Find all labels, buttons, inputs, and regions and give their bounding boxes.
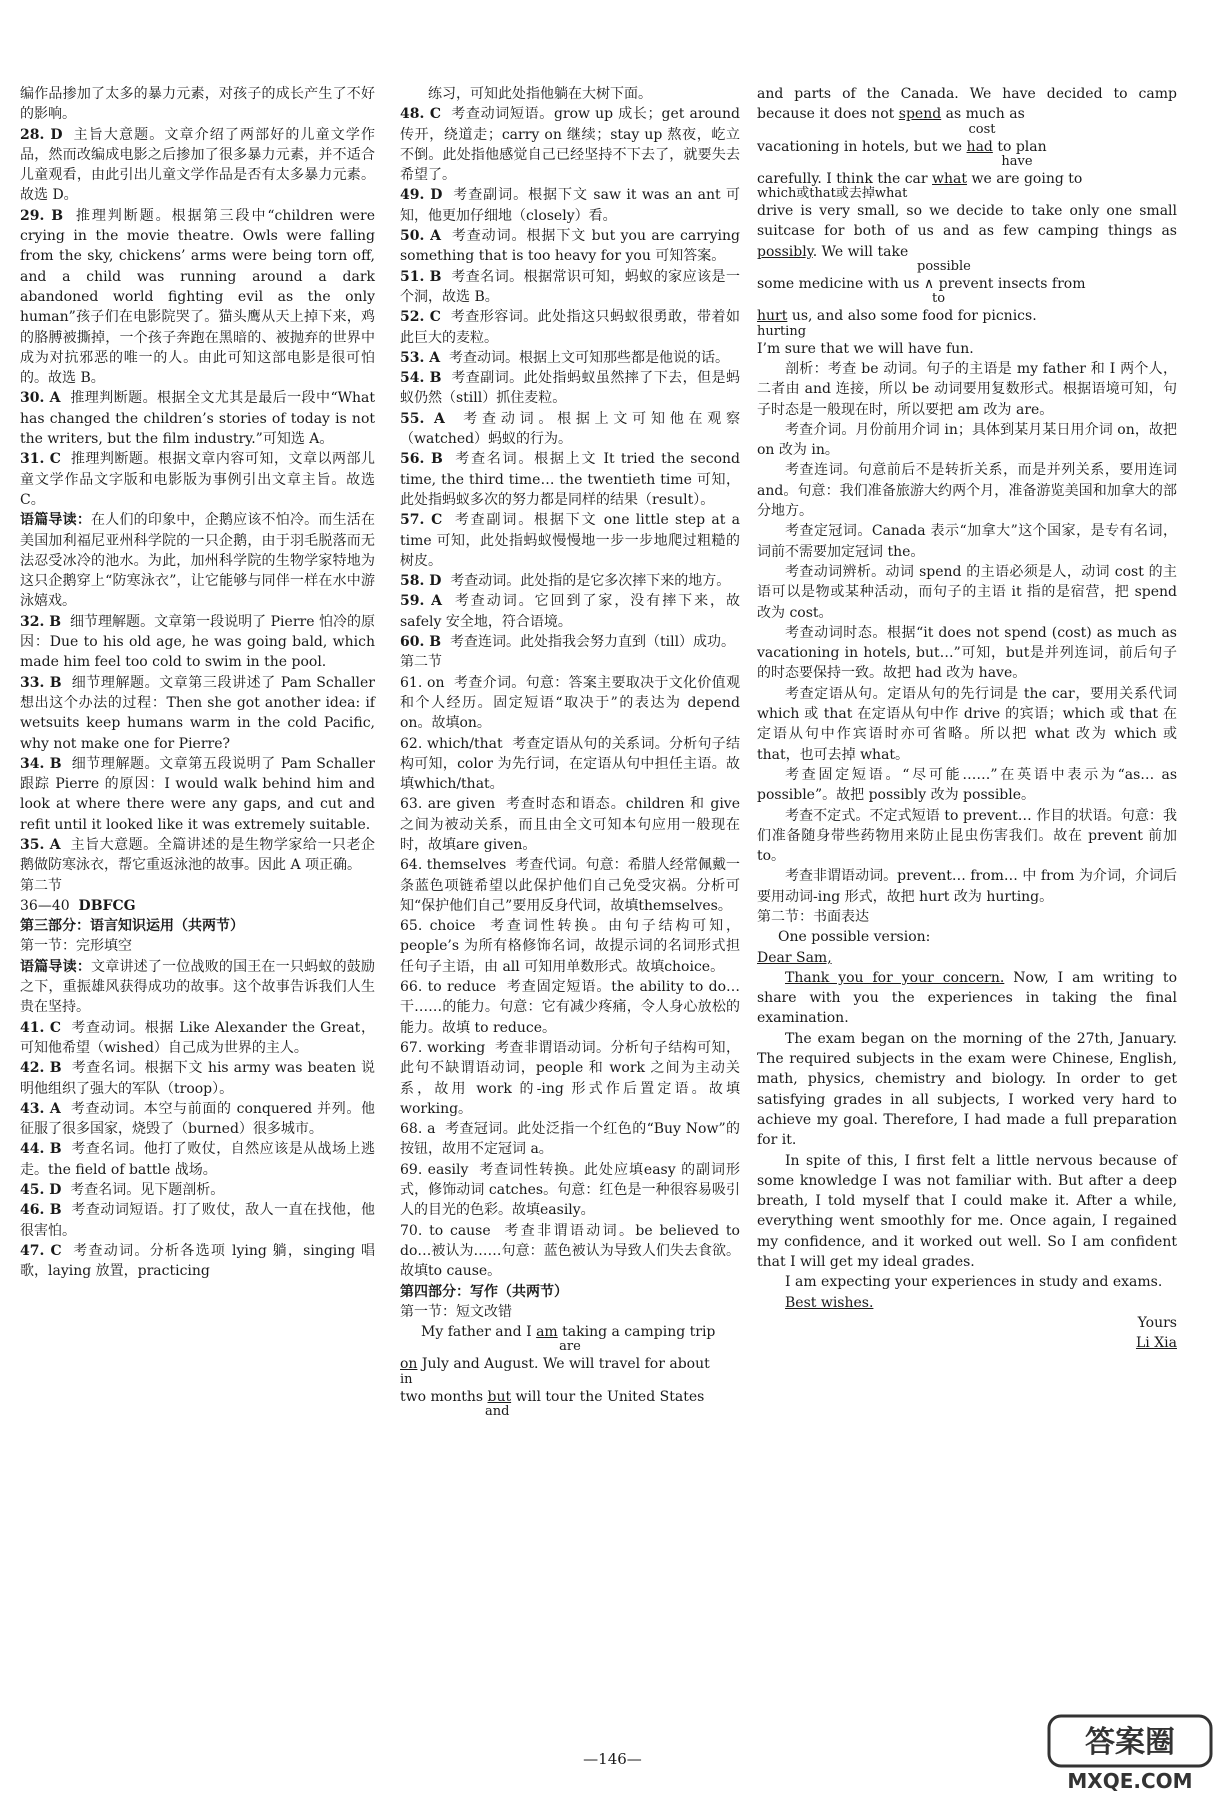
answer-52: 52. C 考查形容词。此处指这只蚂蚁很勇敢，带着如此巨大的麦粒。 bbox=[400, 309, 741, 346]
letter-paragraph: In spite of this, I first felt a little nervous because of some knowledge I was not familiar with. But after a deep breath, I told myself that I could make it. After a while, everything went smoothly for me. Once again, I regained my confidence, and it worked out well. So I am confident that I will get my ideal grades. bbox=[757, 1152, 1177, 1271]
answer-66: 66. to reduce 考查固定短语。the ability to do…干……的能力。句意：它有减少疼痛，令人身心放松的能力。故填 to reduce。 bbox=[400, 979, 741, 1036]
proof-line: My father and I am taking a camping trip bbox=[421, 1324, 716, 1341]
answer-54: 54. B 考查副词。此处指蚂蚁虽然摔了下去，但是蚂蚁仍然（still）抓住麦粒。 bbox=[400, 370, 740, 407]
section-heading: 第一节：完形填空 bbox=[20, 938, 132, 955]
answer-50: 50. A 考查动词。根据下文 but you are carrying something that is too heavy for you 可知答案。 bbox=[400, 228, 740, 265]
answer-51: 51. B 考查名词。根据常识可知，蚂蚁的家应该是一个洞，故选 B。 bbox=[400, 268, 740, 305]
answer-list-48-60 bbox=[400, 104, 740, 652]
proof-line: hurt us, and also some food for picnics. bbox=[757, 308, 1037, 325]
proof-line: and parts of the Canada. We have decided to camp because it does not spend as much as bbox=[757, 86, 1177, 123]
section-heading: 第二节 bbox=[400, 654, 442, 671]
correction: possible bbox=[917, 259, 971, 275]
answer-33: 33. B 细节理解题。文章第三段讲述了 Pam Schaller 想出这个办法的过程：Then she got another idea: if wetsuits keep humans warm in the cold Pacific, why not make one for Pierre? bbox=[20, 674, 375, 752]
answer-69: 69. easily 考查词性转换。此处应填easy 的副词形式，修饰动词 catches。句意：红色是一种很容易吸引人的目光的色彩。故填easily。 bbox=[400, 1161, 740, 1219]
section-heading: 第二节：书面表达 bbox=[757, 908, 869, 925]
answer-64: 64. themselves 考查代词。句意：希腊人经常佩戴一条蓝色项链希望以此保护他们自己免受灾祸。分析可知“保护他们自己”要用反身代词，故填themselves。 bbox=[400, 857, 740, 914]
proof-line: two months but will tour the United States bbox=[400, 1388, 705, 1405]
answer-48: 48. C 考查动词短语。grow up 成长；get around 传开，绕道走；carry on 继续；stay up 熬夜，屹立不倒。此处指他感觉自己已经坚持不下去了，就要失去希望了。 bbox=[400, 106, 740, 184]
continued-text: 编作品掺加了太多的暴力元素，对孩子的成长产生了不好的影响。 bbox=[20, 86, 375, 123]
answer-63: 63. are given 考查时态和语态。children 和 give 之间为被动关系，而且由全文可知本句应用一般现在时，故填are given。 bbox=[400, 796, 740, 853]
part-heading: 第四部分：写作（共两节） bbox=[400, 1283, 568, 1300]
answer-49: 49. D 考查副词。根据下文 saw it was an ant 可知，他更加仔细地（closely）看。 bbox=[400, 187, 741, 224]
answer-67: 67. working 考查非谓语动词。分析句子结构可知，此句不缺谓语动词，people 和 work 之间为主动关系，故用 work 的-ing 形式作后置定语。故填working。 bbox=[400, 1039, 740, 1117]
answer-68: 68. a 考查冠词。此处泛指一个红色的“Buy Now”的按钮，故用不定冠词 a。 bbox=[400, 1121, 741, 1158]
proof-line: on July and August. We will travel for about bbox=[400, 1356, 710, 1373]
analysis-item: 考查非谓语动词。prevent… from… 中 from 为介词，介词后要用动词-ing 形式，故把 hurt 改为 hurting。 bbox=[757, 868, 1177, 905]
answer-list-61-70 bbox=[400, 673, 740, 1282]
answer-55: 55. A 考查动词。根据上文可知他在观察（watched）蚂蚁的行为。 bbox=[400, 410, 741, 448]
answer-59: 59. A 考查动词。它回到了家，没有摔下来，故 safely 安全地，符合语境。 bbox=[400, 593, 741, 630]
correction: in bbox=[400, 1371, 413, 1387]
proof-line: drive is very small, so we decide to take only one small suitcase for both of us and as few camping things as possibly. We will take bbox=[757, 203, 1177, 260]
analysis-item: 考查定冠词。Canada 表示“加拿大”这个国家，是专有名词，词前不需要加定冠词 the。 bbox=[757, 523, 1177, 560]
proofreading-passage-cont bbox=[757, 84, 1177, 359]
continued-text: 练习，可知此处指他躺在大树下面。 bbox=[428, 86, 652, 102]
answer-47: 47. C 考查动词。分析各选项 lying 躺，singing 唱歌，laying 放置，practicing bbox=[20, 1242, 376, 1280]
correction: hurting bbox=[757, 323, 807, 339]
answer-44: 44. B 考查名词。他打了败仗，自然应该是从战场上逃走。the field of battle 战场。 bbox=[20, 1141, 375, 1178]
column-right bbox=[757, 84, 1177, 1354]
correction: are bbox=[559, 1339, 581, 1355]
closing: Best wishes. bbox=[785, 1294, 874, 1311]
watermark-svg bbox=[1045, 1712, 1215, 1796]
signature-name: Li Xia bbox=[1135, 1335, 1177, 1352]
answer-70: 70. to cause 考查非谓语动词。be believed to do…被认为……句意：蓝色被认为导致人们失去食欲。故填to cause。 bbox=[400, 1222, 740, 1280]
letter-paragraph: The exam began on the morning of the 27th, January. The required subjects in the exam were Chinese, English, math, physics, chemistry and biology. In order to get satisfying grades in all subjects, I worked very hard to achieve my goal. Therefore, I had made a full preparation for it. bbox=[757, 1030, 1177, 1149]
answer-28: 28. D 主旨大意题。文章介绍了两部好的儿童文学作品，然而改编成电影之后掺加了很多暴力元素，并不适合儿童观看，由此引出儿童文学作品是否有太多暴力元素。故选 D。 bbox=[20, 126, 376, 204]
column-left bbox=[20, 84, 375, 1282]
answer-61: 61. on 考查介词。句意：答案主要取决于文化价值观和个人经历。固定短语“取决于”的表达为 depend on。故填on。 bbox=[400, 674, 740, 732]
correction: cost bbox=[968, 121, 996, 137]
answer-62: 62. which/that 考查定语从句的关系词。分析句子结构可知，color 为先行词，在定语从句中担任主语。故填which/that。 bbox=[400, 735, 741, 793]
answer-42: 42. B 考查名词。根据下文 his army was beaten 说明他组织了强大的军队（troop）。 bbox=[20, 1060, 375, 1097]
proof-line: I’m sure that we will have fun. bbox=[757, 340, 974, 357]
part-heading: 第三部分：语言知识运用（共两节） bbox=[20, 918, 244, 935]
section-heading: 第二节 bbox=[20, 877, 62, 894]
answer-56: 56. B 考查名词。根据上文 It tried the second time, the third time… the twentieth time 可知，此处指蚂蚁多次的努力都是同样的结果（result）。 bbox=[400, 451, 740, 508]
column-middle bbox=[400, 84, 740, 1419]
correction: to bbox=[932, 291, 946, 307]
analysis-item: 考查连词。句意前后不是转折关系，而是并列关系，要用连词 and。句意：我们准备旅游大约两个月，准备游览美国和加拿大的部分地方。 bbox=[757, 462, 1177, 520]
analysis-item: 考查动词时态。根据“it does not spend (cost) as much as vacationing in hotels, but…”可知，but是并列连词，前后句子的时态要保持一致。故把 had 改为 have。 bbox=[757, 624, 1177, 682]
answer-60: 60. B 考查连词。此处指我会努力直到（till）成功。 bbox=[400, 634, 736, 651]
proof-line: some medicine with us ∧ prevent insects from bbox=[757, 276, 1086, 293]
answer-58: 58. D 考查动词。此处指的是它多次摔下来的地方。 bbox=[400, 573, 731, 590]
answer-29: 29. B 推理判断题。根据第三段中“children were crying in the movie theatre. Owls were falling from the sky, chickens’ arms were being torn off, and a child was running around a dark abandoned world fighting evil as the only human”孩子们在电影院哭了。猫头鹰从天上掉下来，鸡的胳膊被撕掉，一个孩子奔跑在黑暗的、被抛弃的世界中成为对抗邪恶的唯一的人。由此可知这部电影是很可怕的。故选 B。 bbox=[20, 207, 375, 387]
model-letter bbox=[757, 927, 1177, 1353]
proof-line: vacationing in hotels, but we had to plan bbox=[757, 138, 1047, 155]
section-heading: 第一节：短文改错 bbox=[400, 1303, 512, 1320]
watermark-title: 答案圈 bbox=[1085, 1725, 1175, 1760]
signoff: Yours bbox=[1137, 1314, 1177, 1331]
version-label: One possible version: bbox=[778, 929, 931, 946]
answer-43: 43. A 考查动词。本空与前面的 conquered 并列。他征服了很多国家，烧毁了（burned）很多城市。 bbox=[20, 1100, 376, 1138]
answer-53: 53. A 考查动词。根据上文可知那些都是他说的话。 bbox=[400, 349, 729, 366]
answer-65: 65. choice 考查词性转换。由句子结构可知，people’s 为所有格修饰名词，故提示词的名词形式担任句子主语，由 all 可知用单数形式。故填choice。 bbox=[400, 918, 741, 975]
correction: and bbox=[485, 1404, 510, 1419]
analysis-item: 考查定语从句。定语从句的先行词是 the car，要用关系代词 which 或 that 在定语从句中作 drive 的宾语；which 或 that 在定语从句中作宾语时亦可省略。所以把 what 改为 which 或 that，也可去掉 what。 bbox=[757, 685, 1177, 763]
answer-list-32-35 bbox=[20, 612, 375, 876]
correction: which或that或去掉what bbox=[757, 186, 908, 202]
answer-30: 30. A 推理判断题。根据全文尤其是最后一段中“What has changed the children’s stories of today is not the writers, but the film industry.”可知选 A。 bbox=[20, 390, 375, 448]
analysis-item: 考查不定式。不定式短语 to prevent… 作目的状语。句意：我们准备随身带些药物用来防止昆虫伤害我们。故在 prevent 前加 to。 bbox=[757, 807, 1177, 865]
proof-line: carefully. I think the car what we are going to bbox=[757, 170, 1083, 187]
reading-guide: 语篇导读：在人们的印象中，企鹅应该不怕冷。而生活在美国加利福尼亚州科学院的一只企鹅，由于羽毛脱落而无法忍受冰冷的池水。为此，加州科学院的生物学家特地为这只企鹅穿上“防寒泳衣”，让它能够与同伴一样在水中游泳嬉戏。 bbox=[20, 512, 376, 610]
salutation: Dear Sam, bbox=[757, 949, 832, 966]
analysis-item: 考查动词辨析。动词 spend 的主语必须是人，动词 cost 的主语可以是物或某种活动，而句子的主语 it 指的是宿营，把 spend 改为 cost。 bbox=[757, 563, 1177, 621]
page-number: —146— bbox=[583, 1750, 642, 1768]
answer-list-41-47 bbox=[20, 1018, 375, 1282]
correction: have bbox=[1001, 153, 1033, 169]
proofreading-passage bbox=[400, 1322, 740, 1419]
watermark-logo bbox=[1045, 1712, 1215, 1796]
answer-35: 35. A 主旨大意题。全篇讲述的是生物学家给一只老企鹅做防寒泳衣，帮它重返泳池的故事。因此 A 项正确。 bbox=[20, 836, 376, 874]
answer-46: 46. B 考查动词短语。打了败仗，敌人一直在找他，他很害怕。 bbox=[20, 1202, 375, 1239]
letter-paragraph: I am expecting your experiences in study and exams. bbox=[785, 1274, 1163, 1291]
analysis-item: 考查介词。月份前用介词 in；具体到某月某日用介词 on，故把 on 改为 in。 bbox=[757, 421, 1177, 459]
reading-guide: 语篇导读：文章讲述了一位战败的国王在一只蚂蚁的鼓励之下，重振雄风获得成功的故事。这个故事告诉我们人生贵在坚持。 bbox=[20, 958, 376, 1016]
analysis-item: 剖析：考查 be 动词。句子的主语是 my father 和 I 两个人，二者由 and 连接，所以 be 动词要用复数形式。根据语境可知，句子时态是一般现在时，所以要把 am 改为 are。 bbox=[757, 360, 1177, 418]
letter-paragraph: Thank you for your concern. Now, I am writing to share with you the experiences in taking the final examination. bbox=[757, 969, 1177, 1027]
answer-36-40: 36—40 DBFCG bbox=[20, 897, 136, 914]
answer-57: 57. C 考查副词。根据下文 one little step at a time 可知，此处指蚂蚁慢慢地一步一步地爬过粗糙的树皮。 bbox=[400, 512, 741, 569]
answer-45: 45. D 考查名词。见下题剖析。 bbox=[20, 1182, 225, 1199]
analysis-list bbox=[757, 359, 1177, 907]
answer-34: 34. B 细节理解题。文章第五段说明了 Pam Schaller 跟踪 Pierre 的原因：I would walk behind him and look at where there were any gaps, and cut and refit until it looked like it was extremely suitable. bbox=[20, 755, 375, 833]
watermark-url: MXQE.COM bbox=[1067, 1769, 1193, 1793]
answer-32: 32. B 细节理解题。文章第一段说明了 Pierre 怕冷的原因：Due to his old age, he was going bald, which made him feel too cold to swim in the pool. bbox=[20, 613, 375, 671]
analysis-item: 考查固定短语。“尽可能……”在英语中表示为“as… as possible”。故把 possibly 改为 possible。 bbox=[757, 766, 1177, 804]
answer-31: 31. C 推理判断题。根据文章内容可知，文章以两部儿童文学作品文字版和电影版为事例引出文章主旨。故选 C。 bbox=[20, 451, 376, 508]
answer-41: 41. C 考查动词。根据 Like Alexander the Great，可知他希望（wished）自己成为世界的主人。 bbox=[20, 1019, 375, 1056]
answer-list-28-31 bbox=[20, 125, 375, 511]
